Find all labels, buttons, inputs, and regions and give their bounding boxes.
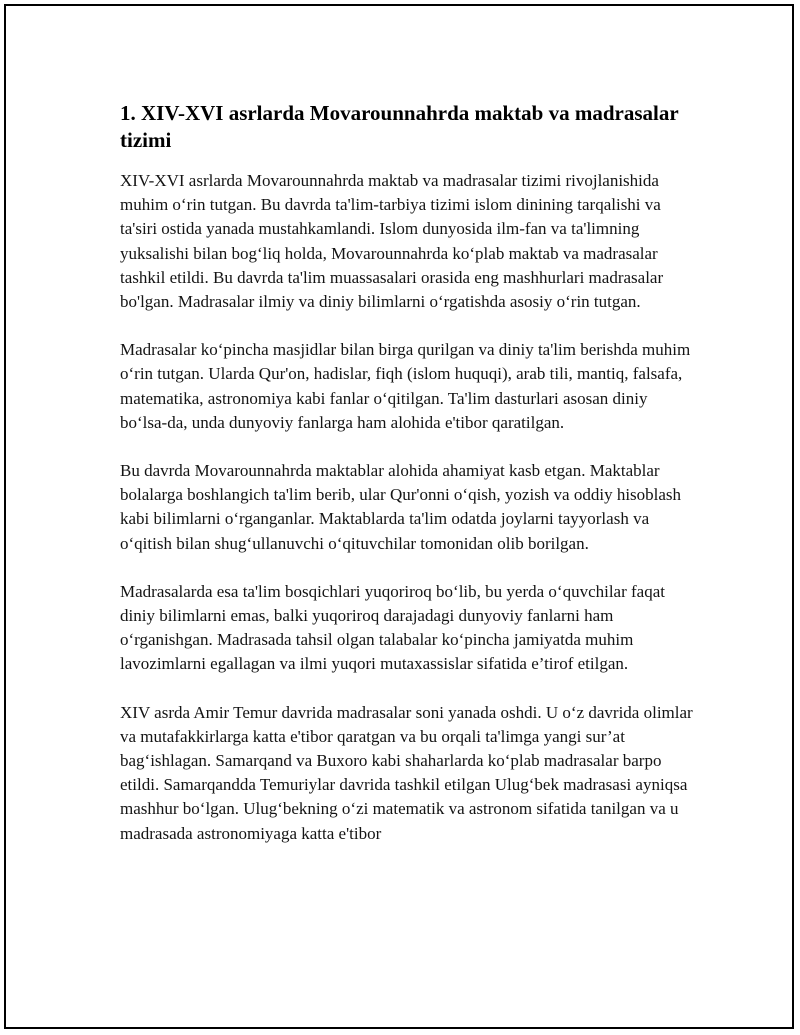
paragraph-madrasa-levels: Madrasalarda esa ta'lim bosqichlari yuqoriroq bo‘lib, bu yerda o‘quvchilar faqat diniy bilimlarni emas, balki yuqoriroq darajadagi dunyoviy fanlarni ham o‘rganishgan. Madrasada tahsil olgan talabalar ko‘pincha jamiyatda muhim lavozimlarni egallagan va ilmi yuqori mutaxassislar sifatida e’tirof etilgan. — [120, 581, 665, 674]
paragraph-amir-temur: XIV asrda Amir Temur davrida madrasalar soni yanada oshdi. U o‘z davrida olimlar va mutafakkirlarga katta e'tibor qaratgan va bu orqali ta'limga yangi sur’at bag‘ishlagan. Samarqand va Buxoro kabi shaharlarda ko‘plab madrasalar barpo etildi. Samarqandda Temuriylar davrida tashkil etilgan Ulug‘bek madrasasi ayniqsa mashhur bo‘lgan. Ulug‘bekning o‘zi matematik va astronom sifatida tanilgan va u madrasada astronomiyaga katta e'tibor — [120, 702, 693, 843]
document-content — [120, 100, 696, 846]
section-heading: 1. XIV-XVI asrlarda Movarounnahrda maktab va madrasalar tizimi — [120, 101, 679, 152]
page-frame — [4, 4, 794, 1029]
paragraph-intro: XIV-XVI asrlarda Movarounnahrda maktab va madrasalar tizimi rivojlanishida muhim o‘rin tutgan. Bu davrda ta'lim-tarbiya tizimi islom dinining tarqalishi va ta'siri ostida yanada mustahkamlandi. Islom dunyosida ilm-fan va ta'limning yuksalishi bilan bog‘liq holda, Movarounnahrda ko‘plab maktab va madrasalar tashkil etildi. Bu davrda ta'lim muassasalari orasida eng mashhurlari madrasalar bo'lgan. Madrasalar ilmiy va diniy bilimlarni o‘rgatishda asosiy o‘rin tutgan. — [120, 171, 664, 312]
paragraph-madrasas: Madrasalar ko‘pincha masjidlar bilan birga qurilgan va diniy ta'lim berishda muhim o‘rin tutgan. Ularda Qur'on, hadislar, fiqh (islom huquqi), arab tili, mantiq, falsafa, matematika, astronomiya kabi fanlar o‘qitilgan. Ta'lim dasturlari asosan diniy bo‘lsa-da, unda dunyoviy fanlarga ham alohida e'tibor qaratilgan. — [120, 340, 691, 432]
paragraph-schools: Bu davrda Movarounnahrda maktablar alohida ahamiyat kasb etgan. Maktablar bolalarga boshlangich ta'lim berib, ular Qur'onni o‘qish, yozish va oddiy hisoblash kabi bilimlarni o‘rganganlar. Maktablarda ta'lim odatda joylarni tayyorlash va o‘qitish bilan shug‘ullanuvchi o‘qituvchilar tomonidan olib borilgan. — [120, 461, 682, 553]
